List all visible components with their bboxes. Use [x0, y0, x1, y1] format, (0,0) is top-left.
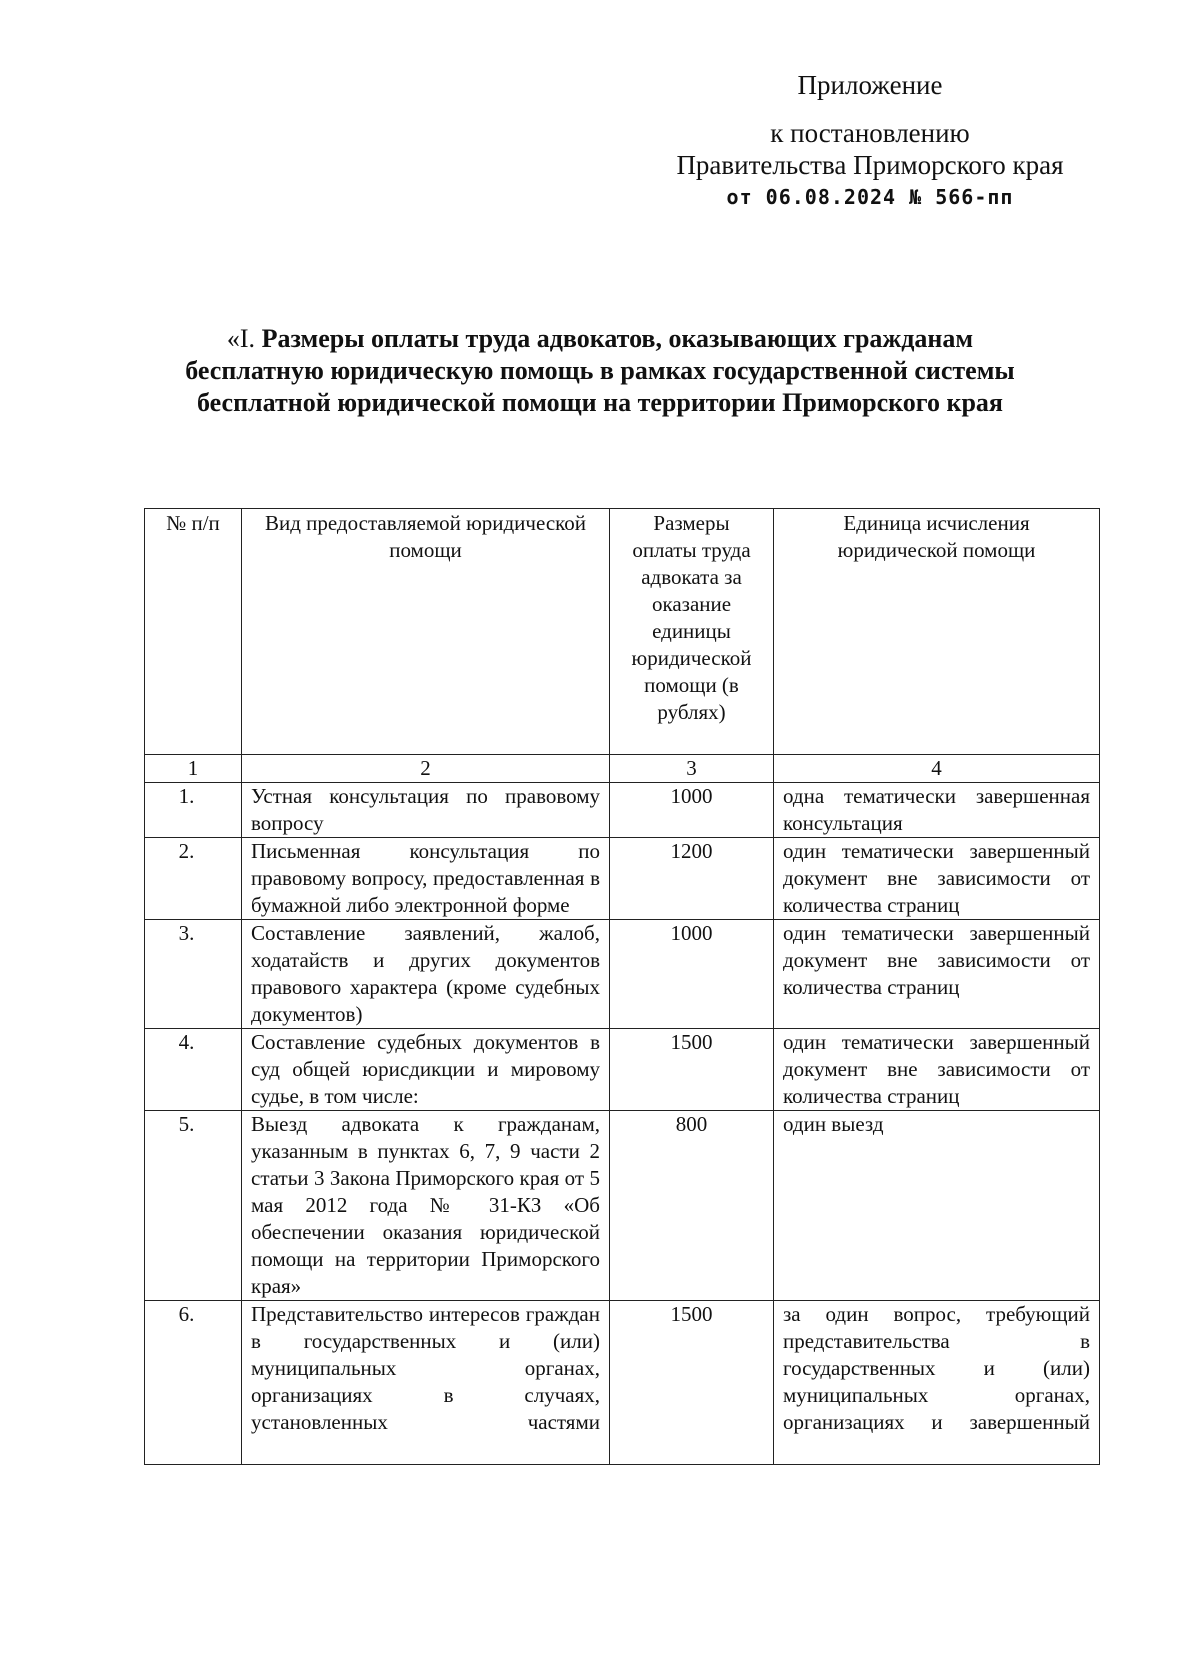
- table-row: [145, 1301, 1100, 1465]
- row-unit: одна тематически завершенная консультация: [774, 783, 1100, 838]
- table-row: [145, 1029, 1100, 1111]
- row-unit: один тематически завершенный документ вне зависимости от количества страниц: [774, 1029, 1100, 1111]
- row-number: 5.: [145, 1111, 242, 1301]
- row-number: 6.: [145, 1301, 242, 1465]
- header-assistance-type: Вид предоставляемой юридической помощи: [242, 509, 610, 755]
- appendix-date-number: от 06.08.2024 № 566-пп: [726, 185, 1014, 209]
- row-fee-amount: 1500: [610, 1301, 774, 1465]
- row-fee-amount: 1000: [610, 783, 774, 838]
- column-number: 1: [145, 755, 242, 783]
- title-text: Размеры оплаты труда адвокатов, оказывающих гражданам бесплатную юридическую помощь в рамках государственной системы бесплатной юридической помощи на территории Приморского края: [185, 324, 1015, 417]
- table-row: [145, 838, 1100, 920]
- row-fee-amount: 1500: [610, 1029, 774, 1111]
- fees-table: [144, 508, 1100, 1465]
- table-row: [145, 920, 1100, 1029]
- row-unit: один тематически завершенный документ вне зависимости от количества страниц: [774, 838, 1100, 920]
- row-assistance-type: Составление судебных документов в суд общей юрисдикции и мировому судье, в том числе:: [242, 1029, 610, 1111]
- row-number: 3.: [145, 920, 242, 1029]
- appendix-line-1: к постановлению: [770, 118, 970, 148]
- row-assistance-type: Составление заявлений, жалоб, ходатайств и других документов правового характера (кроме судебных документов): [242, 920, 610, 1029]
- table-row: [145, 783, 1100, 838]
- row-unit: один выезд: [774, 1111, 1100, 1301]
- row-assistance-type: Письменная консультация по правовому вопросу, предоставленная в бумажной либо электронной форме: [242, 838, 610, 920]
- row-assistance-type: Представительство интересов граждан в государственных и (или) муниципальных органах, организациях в случаях, установленных частями: [242, 1301, 610, 1465]
- row-fee-amount: 1000: [610, 920, 774, 1029]
- document-title: [180, 323, 1020, 419]
- column-number: 4: [774, 755, 1100, 783]
- row-fee-amount: 800: [610, 1111, 774, 1301]
- row-unit: за один вопрос, требующий представительства в государственных и (или) муниципальных органах, организациях и завершенный: [774, 1301, 1100, 1465]
- header-number: № п/п: [145, 509, 242, 755]
- row-fee-amount: 1200: [610, 838, 774, 920]
- title-prefix: «I.: [226, 324, 256, 353]
- row-number: 1.: [145, 783, 242, 838]
- row-assistance-type: Выезд адвоката к гражданам, указанным в пунктах 6, 7, 9 части 2 статьи 3 Закона Приморского края от 5 мая 2012 года № 31-КЗ «Об обеспечении оказания юридической помощи на территории Приморского края»: [242, 1111, 610, 1301]
- row-unit: один тематически завершенный документ вне зависимости от количества страниц: [774, 920, 1100, 1029]
- row-assistance-type: Устная консультация по правовому вопросу: [242, 783, 610, 838]
- table-header-row: [145, 509, 1100, 755]
- table-column-numbers-row: [145, 755, 1100, 783]
- header-fee-amount: Размеры оплаты труда адвоката за оказание единицы юридической помощи (в рублях): [610, 509, 774, 755]
- column-number: 2: [242, 755, 610, 783]
- table-row: [145, 1111, 1100, 1301]
- row-number: 2.: [145, 838, 242, 920]
- appendix-heading: Приложение: [797, 70, 943, 100]
- row-number: 4.: [145, 1029, 242, 1111]
- header-unit: Единица исчисления юридической помощи: [774, 509, 1100, 755]
- appendix-line-2: Правительства Приморского края: [676, 150, 1064, 180]
- column-number: 3: [610, 755, 774, 783]
